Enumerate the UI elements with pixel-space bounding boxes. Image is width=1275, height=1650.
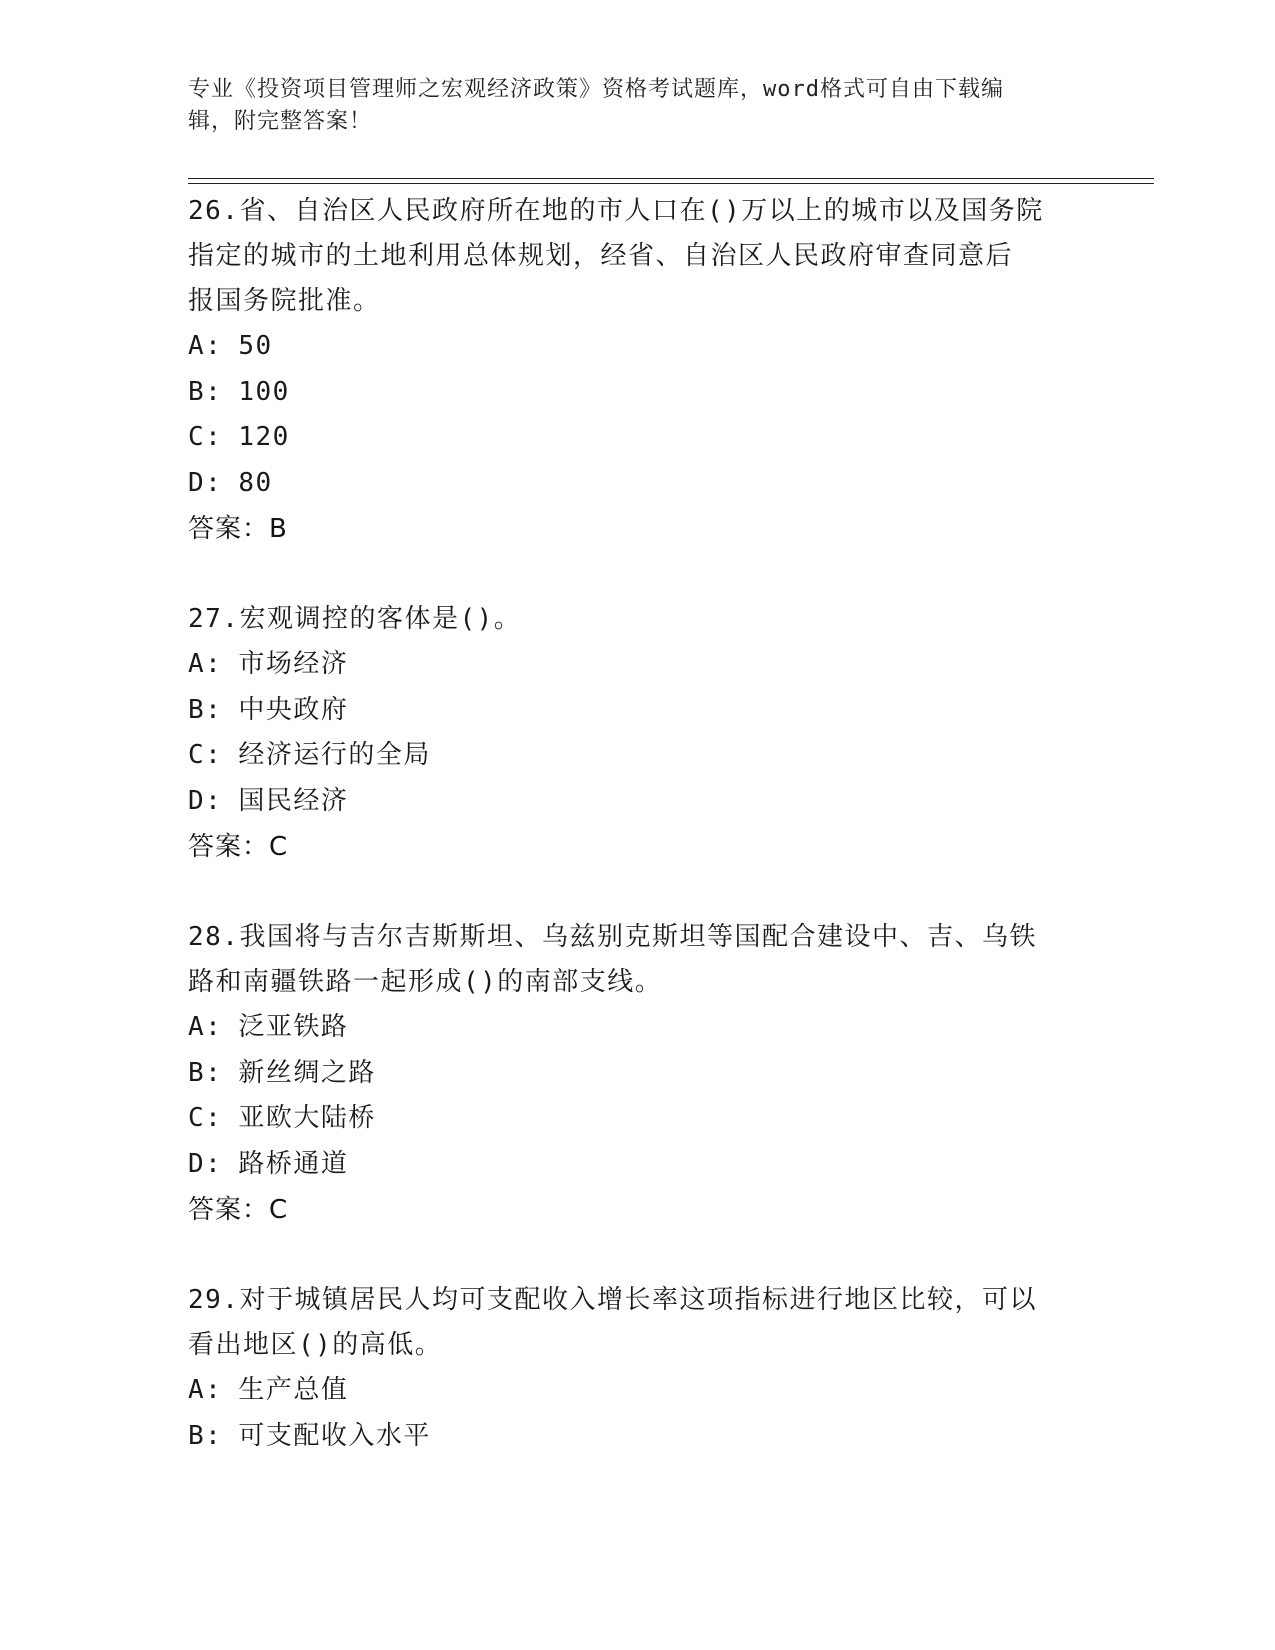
option-letter: A	[188, 649, 206, 679]
header-line-1: 专业《投资项目管理师之宏观经济政策》资格考试题库，word格式可自由下载编	[188, 77, 1004, 102]
option-separator: :	[205, 785, 223, 816]
option-separator: :	[205, 1057, 223, 1088]
question-27	[188, 597, 1088, 870]
question-stem-line: 28.我国将与吉尔吉斯斯坦、乌兹别克斯坦等国配合建设中、吉、乌铁	[188, 922, 1037, 952]
option-letter: B	[188, 1057, 206, 1088]
question-29	[188, 1278, 1088, 1459]
option-separator: :	[205, 649, 223, 679]
option-separator: :	[205, 694, 223, 725]
option-letter: B	[188, 694, 206, 725]
option-b	[188, 688, 1088, 734]
option-text: 亚欧大陆桥	[238, 1103, 376, 1133]
option-separator: :	[205, 467, 223, 498]
option-separator: :	[205, 1012, 223, 1042]
option-letter: D	[188, 785, 206, 816]
option-b	[188, 1414, 1088, 1460]
option-text: 100	[238, 376, 290, 407]
question-stem-line: 指定的城市的土地利用总体规划，经省、自治区人民政府审查同意后	[188, 241, 1014, 271]
option-a	[188, 642, 1088, 688]
question-28	[188, 915, 1088, 1233]
answer-line: 答案：C	[188, 1195, 289, 1225]
option-text: 市场经济	[238, 649, 349, 679]
option-b	[188, 1051, 1088, 1097]
option-a	[188, 1368, 1088, 1414]
option-text: 中央政府	[238, 694, 349, 725]
option-letter: D	[188, 467, 206, 498]
option-letter: A	[188, 1375, 206, 1405]
header-line-2: 辑，附完整答案！	[188, 109, 373, 134]
option-text: 路桥通道	[238, 1148, 349, 1179]
option-separator: :	[205, 422, 223, 452]
option-c	[188, 1096, 1088, 1142]
option-a	[188, 1005, 1088, 1051]
option-text: 可支配收入水平	[238, 1420, 431, 1451]
option-c	[188, 733, 1088, 779]
option-separator: :	[205, 1420, 223, 1451]
option-separator: :	[205, 376, 223, 407]
option-letter: C	[188, 1103, 206, 1133]
question-stem-line: 26.省、自治区人民政府所在地的市人口在()万以上的城市以及国务院	[188, 196, 1044, 226]
option-text: 生产总值	[238, 1375, 349, 1405]
answer-line: 答案：B	[188, 514, 288, 544]
question-26	[188, 189, 1088, 552]
option-text: 120	[238, 422, 290, 452]
option-d	[188, 1142, 1088, 1188]
option-d	[188, 779, 1088, 825]
option-text: 80	[238, 467, 273, 498]
option-text: 泛亚铁路	[238, 1012, 349, 1042]
option-separator: :	[205, 740, 223, 770]
header-divider-top	[188, 178, 1154, 179]
option-c	[188, 415, 1088, 461]
option-text: 国民经济	[238, 785, 349, 816]
option-letter: B	[188, 1420, 206, 1451]
option-letter: C	[188, 740, 206, 770]
option-a	[188, 324, 1088, 370]
option-letter: B	[188, 376, 206, 407]
option-text: 50	[238, 331, 273, 361]
header-divider-bottom	[188, 183, 1154, 184]
question-stem-line: 报国务院批准。	[188, 286, 381, 316]
option-text: 经济运行的全局	[238, 740, 431, 770]
option-separator: :	[205, 1103, 223, 1133]
question-stem-line: 路和南疆铁路一起形成()的南部支线。	[188, 967, 663, 997]
option-d	[188, 461, 1088, 507]
question-stem-line: 27.宏观调控的客体是()。	[188, 604, 522, 634]
option-letter: C	[188, 422, 206, 452]
question-stem-line: 看出地区()的高低。	[188, 1330, 443, 1360]
option-letter: A	[188, 331, 206, 361]
option-letter: A	[188, 1012, 206, 1042]
option-separator: :	[205, 1148, 223, 1179]
question-stem-line: 29.对于城镇居民人均可支配收入增长率这项指标进行地区比较，可以	[188, 1285, 1037, 1315]
option-text: 新丝绸之路	[238, 1057, 376, 1088]
option-separator: :	[205, 331, 223, 361]
option-letter: D	[188, 1148, 206, 1179]
document-header	[188, 74, 1068, 138]
answer-line: 答案：C	[188, 832, 289, 862]
option-b	[188, 370, 1088, 416]
option-separator: :	[205, 1375, 223, 1405]
